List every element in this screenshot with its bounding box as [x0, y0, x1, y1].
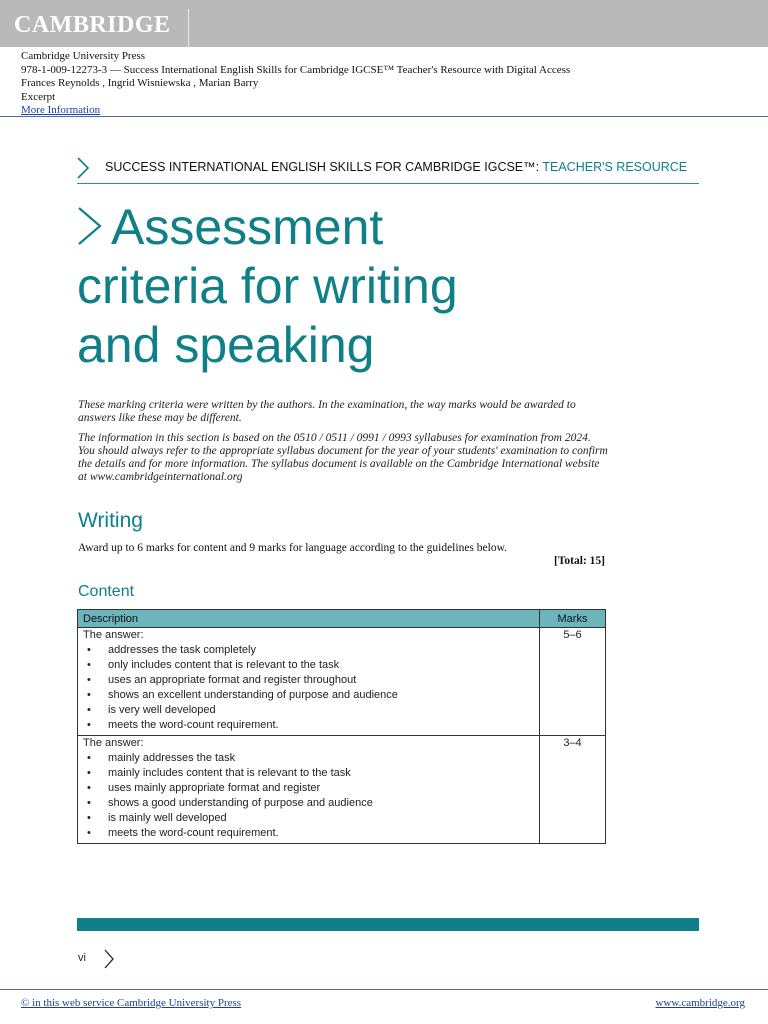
marks-cell: 5–6: [540, 628, 606, 736]
chapter-title-line-1: Assessment: [111, 199, 384, 255]
list-item: • mainly addresses the task: [83, 751, 534, 766]
answer-lead: The answer:: [83, 737, 144, 749]
authors-line: Frances Reynolds , Ingrid Wisniewska , Marian Barry: [21, 77, 259, 90]
running-head: [77, 157, 699, 184]
list-item: • shows a good understanding of purpose and audience: [83, 796, 534, 811]
intro-notes: [78, 399, 608, 491]
cambridge-logo: CAMBRIDGE: [14, 9, 189, 47]
book-metadata: [21, 50, 570, 118]
list-item: • addresses the task completely: [83, 643, 534, 658]
list-item: • uses an appropriate format and register throughout: [83, 673, 534, 688]
running-head-title: SUCCESS INTERNATIONAL ENGLISH SKILLS FOR CAMBRIDGE IGCSE™:: [105, 160, 543, 174]
total-marks: [Total: 15]: [553, 555, 605, 567]
chapter-title-line-2: criteria for writing: [77, 258, 458, 314]
chevron-right-icon: [77, 157, 89, 179]
description-cell: [78, 736, 540, 844]
cambridge-header-bar: [0, 0, 768, 47]
chevron-right-icon: [77, 206, 103, 246]
table-row: [78, 736, 606, 844]
copyright-link[interactable]: © in this web service Cambridge University Press: [21, 997, 242, 1009]
publisher-line: Cambridge University Press: [21, 50, 146, 62]
award-instructions: Award up to 6 marks for content and 9 marks for language according to the guidelines below.: [78, 542, 508, 554]
list-item: • only includes content that is relevant to the task: [83, 658, 534, 673]
list-item: • mainly includes content that is relevant to the task: [83, 766, 534, 781]
table-header-row: [78, 610, 606, 628]
intro-paragraph-2: The information in this section is based on the 0510 / 0511 / 0991 / 0993 syllabuses for examination from 2024. You should always refer to the appropriate syllabus document for the year of your students' examination to confirm the details and for more information. The syllabus document is available on the Cambridge International website at www.cambridgeinternational.org: [78, 432, 608, 483]
answer-lead: The answer:: [83, 629, 144, 641]
footer-accent-bar: [77, 918, 699, 931]
description-column-header: Description: [78, 610, 540, 628]
criteria-list: [83, 643, 534, 733]
content-heading: Content: [78, 583, 135, 600]
writing-heading: Writing: [78, 509, 143, 532]
list-item: • shows an excellent understanding of purpose and audience: [83, 688, 534, 703]
list-item: • is very well developed: [83, 703, 534, 718]
description-cell: [78, 628, 540, 736]
isbn-title-line: 978-1-009-12273-3 — Success International English Skills for Cambridge IGCSE™ Teacher's Resource with Digital Access: [21, 63, 571, 76]
more-information-link[interactable]: More Information: [21, 104, 101, 117]
table-row: [78, 628, 606, 736]
excerpt-label: Excerpt: [21, 90, 56, 103]
running-head-accent: TEACHER'S RESOURCE: [542, 160, 688, 174]
list-item: • uses mainly appropriate format and register: [83, 781, 534, 796]
header-divider: [0, 116, 768, 117]
chevron-right-icon: [104, 949, 114, 969]
chapter-title: [77, 198, 458, 375]
content-criteria-table: [77, 609, 606, 844]
chapter-title-line-3: and speaking: [77, 317, 375, 373]
footer-divider: [0, 989, 768, 990]
list-item: • meets the word-count requirement.: [83, 718, 534, 733]
list-item: • meets the word-count requirement.: [83, 826, 534, 841]
criteria-list: [83, 751, 534, 841]
list-item: • is mainly well developed: [83, 811, 534, 826]
intro-paragraph-1: These marking criteria were written by the authors. In the examination, the way marks would be awarded to answers like these may be different.: [78, 399, 576, 424]
cambridge-website-link[interactable]: www.cambridge.org: [655, 997, 745, 1009]
running-head-text: [105, 160, 687, 174]
page-number: vi: [78, 952, 86, 964]
marks-column-header: Marks: [540, 610, 606, 628]
marks-cell: 3–4: [540, 736, 606, 844]
